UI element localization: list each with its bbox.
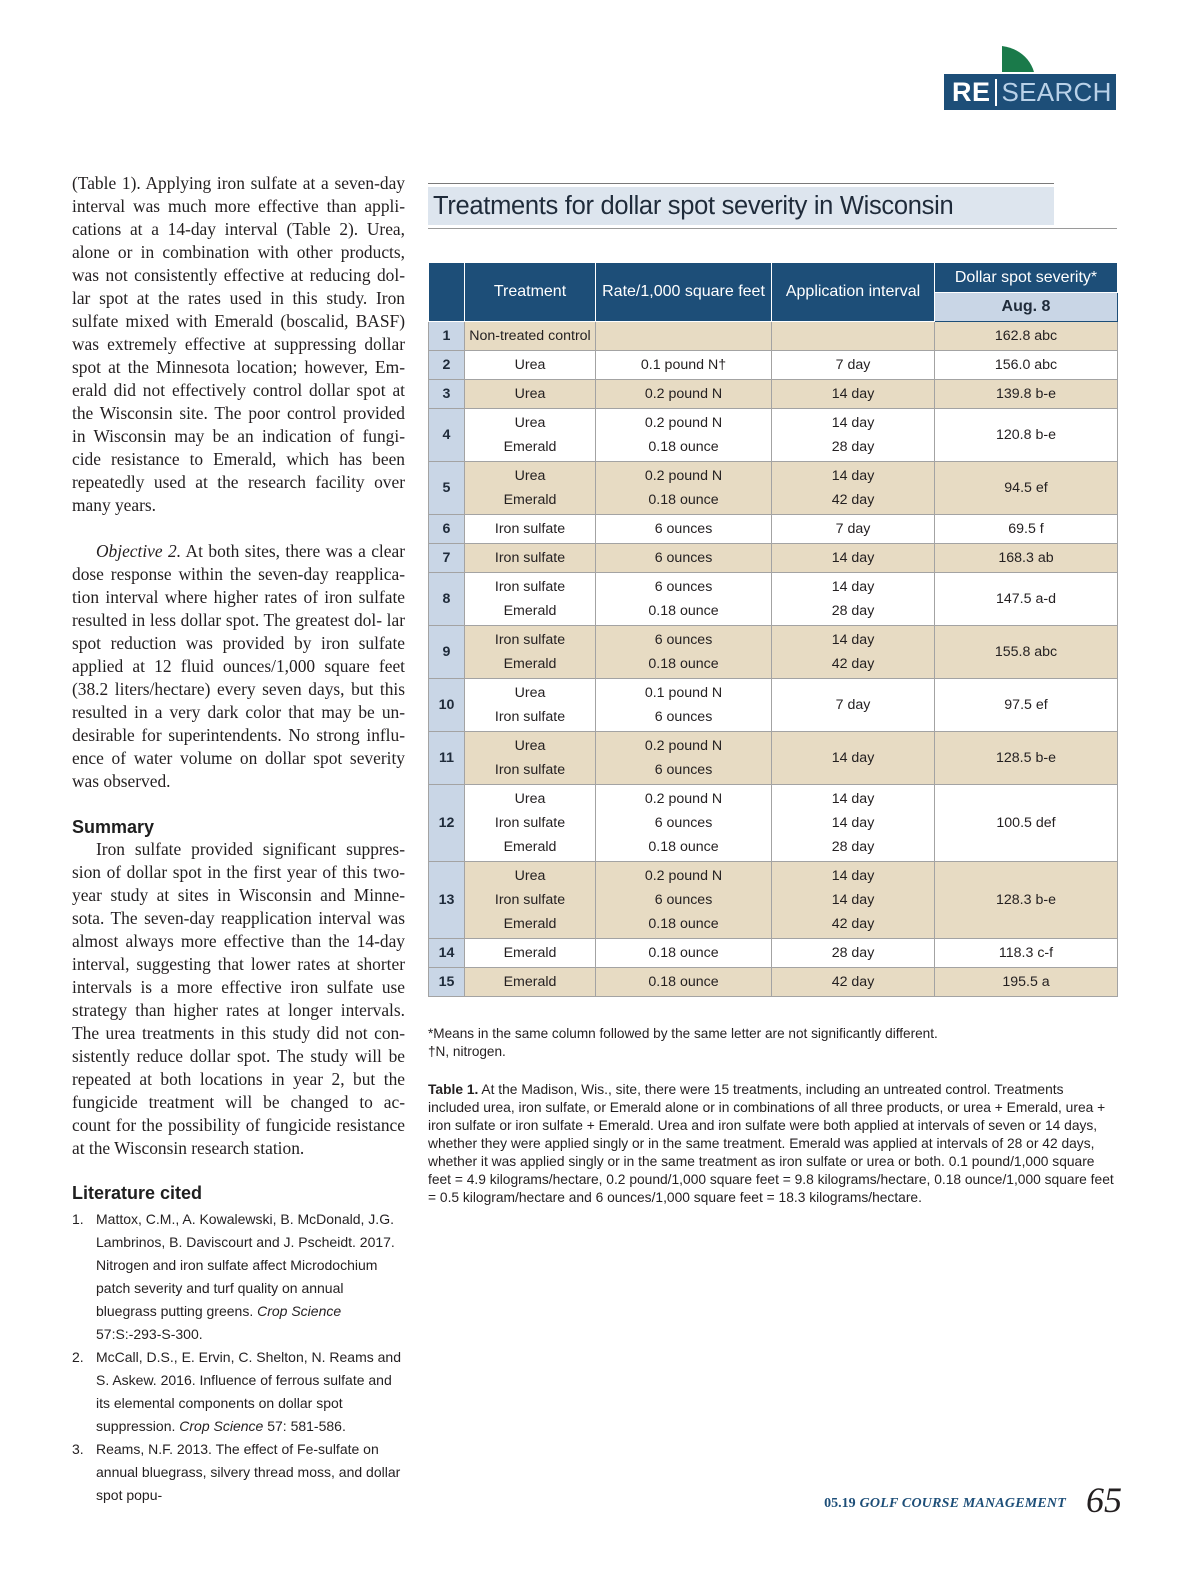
rate-line: 0.18 ounce — [648, 974, 719, 990]
reference-number: 2. — [72, 1349, 84, 1365]
reference-number: 1. — [72, 1211, 84, 1227]
severity-cell: 156.0 abc — [935, 351, 1118, 380]
interval-line: 28 day — [831, 839, 875, 855]
header-treatment: Treatment — [465, 263, 596, 322]
table-title-box — [428, 187, 1054, 225]
row-number: 15 — [429, 968, 465, 997]
reference-text: McCall, D.S., E. Ervin, C. Shelton, N. Reams and S. Askew. 2016. Influence of ferrous sulfate and its elemental components on dollar spot suppression. — [96, 1349, 401, 1434]
treatment-line: Iron sulfate — [494, 815, 566, 831]
treatment-cell — [465, 939, 596, 968]
treatment-cell — [465, 351, 596, 380]
body-line: almost always more effective than the 14-day — [72, 931, 405, 951]
interval-cell — [772, 351, 935, 380]
reference-item — [72, 1346, 405, 1438]
body-line: desirable for superintendents. No strong influ- — [72, 725, 405, 745]
table-row — [429, 544, 1118, 573]
treatment-line: Iron sulfate — [494, 579, 566, 595]
row-number: 12 — [429, 785, 465, 862]
table-row — [429, 939, 1118, 968]
body-line: sion of dollar spot in the first year of this two- — [72, 862, 405, 882]
row-number: 8 — [429, 573, 465, 626]
interval-line: 42 day — [831, 916, 875, 932]
interval-line: 14 day — [831, 632, 875, 648]
body-line: sota. The seven-day reapplication interval was — [72, 908, 405, 928]
treatment-line: Urea — [514, 685, 546, 701]
body-line: repeatedly used at the research facility over — [72, 472, 405, 492]
row-number: 7 — [429, 544, 465, 573]
table-row — [429, 515, 1118, 544]
reference-tail: 57: 581-586. — [263, 1418, 346, 1434]
body-line: resulted in a very dark color that may be un- — [72, 702, 405, 722]
interval-line: 42 day — [831, 492, 875, 508]
treatment-line: Emerald — [503, 945, 557, 961]
rate-cell — [596, 322, 772, 351]
treatment-cell — [465, 544, 596, 573]
body-line: fungicide treatment will be changed to ac- — [72, 1092, 405, 1112]
summary-heading: Summary — [72, 817, 155, 837]
research-logo — [944, 74, 1116, 110]
rate-line: 0.1 pound N — [644, 685, 723, 701]
rate-line: 0.2 pound N — [644, 386, 723, 402]
treatment-line: Urea — [514, 738, 546, 754]
body-line: Iron sulfate provided significant suppres- — [96, 839, 405, 859]
treatments-table — [428, 262, 1118, 997]
interval-cell — [772, 785, 935, 862]
reference-journal: Crop Science — [179, 1418, 264, 1434]
caption-text: At the Madison, Wis., site, there were 15 treatments, including an untreated control. Treatments included urea, iron sulfate, or Emerald alone or in combinations of all three products, or urea + Emerald, urea + iron sulfate or iron sulfate + Emerald. Urea and iron sulfate were both applied at intervals of seven or 14 days, whether they were applied singly or in the same treatment. Emerald was applied at intervals of 28 or 42 days, whether it was applied singly or in the same treatment as iron sulfate or urea or both. 0.1 pound/1,000 square feet = 4.9 kilograms/hectare, 0.2 pound/1,000 square feet = 9.8 kilograms/hectare, 0.18 ounce/1,000 square feet = 0.5 kilogram/hectare and 6 ounces/1,000 square feet = 18.3 kilograms/hectare. — [428, 1082, 1114, 1205]
rate-line — [596, 324, 771, 348]
table-row — [429, 679, 1118, 732]
body-line: sistently reduce dollar spot. The study will be — [72, 1046, 405, 1066]
treatment-cell — [465, 968, 596, 997]
interval-cell — [772, 380, 935, 409]
table-row — [429, 732, 1118, 785]
interval-line: 28 day — [831, 603, 875, 619]
rate-line: 0.18 ounce — [648, 656, 719, 672]
row-number: 11 — [429, 732, 465, 785]
body-line: dose response within the seven-day reapplica- — [72, 564, 405, 584]
severity-cell: 128.5 b-e — [935, 732, 1118, 785]
body-line: year study at sites in Wisconsin and Minne- — [72, 885, 405, 905]
rate-cell — [596, 939, 772, 968]
table-row — [429, 409, 1118, 462]
interval-line: 28 day — [831, 945, 875, 961]
reference-text: Reams, N.F. 2013. The effect of Fe-sulfate on annual bluegrass, silvery thread moss, and dollar spot popu- — [96, 1441, 401, 1503]
treatment-cell — [465, 785, 596, 862]
treatment-line: Urea — [514, 386, 546, 402]
rate-line: 0.2 pound N — [644, 868, 723, 884]
body-line: lar spot reduction was provided by iron sulfate — [72, 610, 405, 653]
literature-list — [72, 1208, 405, 1507]
rate-line: 6 ounces — [654, 709, 713, 725]
table-title: Treatments for dollar spot severity in Wisconsin — [433, 191, 954, 220]
logo-search: SEARCH — [1001, 76, 1112, 107]
header-date: Aug. 8 — [935, 293, 1118, 322]
interval-line: 42 day — [831, 974, 875, 990]
header-interval: Application interval — [772, 263, 935, 322]
logo-divider — [995, 79, 997, 106]
interval-line: 14 day — [831, 415, 875, 431]
research-flag-icon — [1000, 46, 1036, 72]
rate-line: 6 ounces — [654, 632, 713, 648]
severity-cell: 97.5 ef — [935, 679, 1118, 732]
interval-line: 14 day — [831, 892, 875, 908]
interval-cell — [772, 732, 935, 785]
severity-cell: 120.8 b-e — [935, 409, 1118, 462]
rate-cell — [596, 544, 772, 573]
table-row — [429, 968, 1118, 997]
rate-cell — [596, 785, 772, 862]
table-footnotes — [428, 1025, 1117, 1061]
interval-line: 7 day — [835, 357, 871, 373]
table-row — [429, 462, 1118, 515]
body-line: tion interval where higher rates of iron sulfate — [72, 587, 405, 607]
interval-cell — [772, 462, 935, 515]
interval-cell — [772, 544, 935, 573]
interval-line: 14 day — [831, 468, 875, 484]
treatment-cell — [465, 679, 596, 732]
table-row — [429, 785, 1118, 862]
rate-line: 6 ounces — [654, 579, 713, 595]
treatment-line: Emerald — [503, 492, 557, 508]
treatment-line: Iron sulfate — [494, 892, 566, 908]
treatment-cell — [465, 462, 596, 515]
body-line: count for the possibility of fungicide resistance — [72, 1115, 405, 1135]
body-line: (Table 1). Applying iron sulfate at a seven-day — [72, 173, 405, 193]
severity-cell: 155.8 abc — [935, 626, 1118, 679]
interval-line: 14 day — [831, 550, 875, 566]
body-line: at the Wisconsin research station. — [72, 1138, 305, 1158]
interval-line — [772, 324, 934, 348]
interval-cell — [772, 573, 935, 626]
rate-line: 0.18 ounce — [648, 492, 719, 508]
rate-line: 6 ounces — [654, 762, 713, 778]
rate-cell — [596, 573, 772, 626]
treatment-line: Iron sulfate — [494, 521, 566, 537]
table-section — [428, 183, 1117, 1207]
body-text-column — [72, 172, 405, 1507]
treatment-cell — [465, 409, 596, 462]
severity-cell: 168.3 ab — [935, 544, 1118, 573]
treatment-line: Emerald — [503, 974, 557, 990]
interval-line: 14 day — [831, 791, 875, 807]
body-line: intervals is a more effective iron sulfate use — [72, 977, 405, 997]
interval-cell — [772, 515, 935, 544]
severity-cell: 195.5 a — [935, 968, 1118, 997]
caption-label: Table 1. — [428, 1082, 479, 1097]
rate-cell — [596, 862, 772, 939]
reference-item — [72, 1208, 405, 1346]
treatment-cell — [465, 732, 596, 785]
interval-line: 7 day — [835, 697, 871, 713]
rate-line: 0.18 ounce — [648, 603, 719, 619]
treatment-line: Emerald — [503, 603, 557, 619]
body-line: (38.2 liters/hectare) every seven days, but this — [72, 679, 405, 699]
rate-line: 6 ounces — [654, 521, 713, 537]
interval-cell — [772, 939, 935, 968]
severity-cell: 100.5 def — [935, 785, 1118, 862]
rate-line: 0.2 pound N — [644, 468, 723, 484]
table-row — [429, 626, 1118, 679]
row-number: 6 — [429, 515, 465, 544]
header-rate: Rate/1,000 square feet — [596, 263, 772, 322]
header-row-number — [429, 263, 465, 322]
interval-line: 14 day — [831, 868, 875, 884]
issue-date: 05.19 — [824, 1496, 856, 1511]
severity-cell: 139.8 b-e — [935, 380, 1118, 409]
objective-label: Objective 2. — [96, 541, 182, 561]
body-line: was not consistently effective at reducing dol- — [72, 265, 405, 285]
reference-text: Mattox, C.M., A. Kowalewski, B. McDonald, J.G. Lambrinos, B. Daviscourt and J. Pscheidt. 2017. Nitrogen and iron sulfate affect Microdochium patch severity and turf quality on annual bluegrass putting greens. — [96, 1211, 395, 1319]
table-caption — [428, 1081, 1117, 1207]
body-line: The urea treatments in this study did not con- — [72, 1023, 405, 1043]
reference-number: 3. — [72, 1441, 84, 1457]
severity-cell: 94.5 ef — [935, 462, 1118, 515]
interval-line: 14 day — [831, 579, 875, 595]
interval-cell — [772, 409, 935, 462]
interval-cell — [772, 626, 935, 679]
footnote-nitrogen: †N, nitrogen. — [428, 1044, 506, 1059]
severity-cell: 162.8 abc — [935, 322, 1118, 351]
rate-cell — [596, 462, 772, 515]
body-line: was extremely effective at suppressing dollar — [72, 334, 405, 354]
severity-cell: 128.3 b-e — [935, 862, 1118, 939]
interval-cell — [772, 968, 935, 997]
treatment-line: Urea — [514, 868, 546, 884]
footnote-significance: *Means in the same column followed by the same letter are not significantly different. — [428, 1026, 938, 1041]
body-line: spot at the Minnesota location; however, Em- — [72, 357, 405, 377]
body-line: sulfate mixed with Emerald (boscalid, BASF) — [72, 311, 405, 331]
table-row — [429, 351, 1118, 380]
body-line: repeated at both locations in year 2, but the — [72, 1069, 405, 1089]
body-line: in Wisconsin may be an indication of fungi- — [72, 426, 405, 446]
paragraph-summary — [72, 838, 405, 1160]
row-number: 3 — [429, 380, 465, 409]
row-number: 14 — [429, 939, 465, 968]
rate-cell — [596, 515, 772, 544]
body-line: cations at a 14-day interval (Table 2). Urea, — [72, 219, 405, 239]
treatment-line: Iron sulfate — [494, 709, 566, 725]
body-line: the Wisconsin site. The poor control provided — [72, 403, 405, 423]
body-line: strategy than higher rates at longer intervals. — [72, 1000, 405, 1020]
treatment-cell — [465, 573, 596, 626]
row-number: 10 — [429, 679, 465, 732]
magazine-name: GOLF COURSE MANAGEMENT — [859, 1496, 1066, 1511]
literature-heading: Literature cited — [72, 1183, 203, 1203]
body-line: alone or in combination with other products, — [72, 242, 405, 262]
treatment-line: Iron sulfate — [494, 762, 566, 778]
severity-cell: 147.5 a-d — [935, 573, 1118, 626]
objective-first-line: At both sites, there was a clear — [181, 541, 405, 561]
treatment-line: Urea — [514, 468, 546, 484]
body-line: lar spot at the rates used in this study. Iron — [72, 288, 405, 308]
treatment-cell — [465, 322, 596, 351]
treatment-cell — [465, 380, 596, 409]
interval-line: 14 day — [831, 386, 875, 402]
table-row — [429, 322, 1118, 351]
rate-cell — [596, 626, 772, 679]
severity-cell: 69.5 f — [935, 515, 1118, 544]
interval-line: 42 day — [831, 656, 875, 672]
row-number: 5 — [429, 462, 465, 515]
body-line: applied at 12 fluid ounces/1,000 square feet — [72, 656, 405, 676]
logo-re: RE — [952, 76, 991, 107]
treatment-line: Urea — [514, 357, 546, 373]
treatment-line: Emerald — [503, 439, 557, 455]
rate-cell — [596, 679, 772, 732]
page-number: 65 — [1086, 1480, 1122, 1520]
rate-line: 0.1 pound N† — [640, 357, 727, 373]
body-line: ence of water volume on dollar spot severity — [72, 748, 405, 768]
row-number: 13 — [429, 862, 465, 939]
rate-line: 0.18 ounce — [648, 945, 719, 961]
treatment-line: Emerald — [503, 916, 557, 932]
treatment-cell — [465, 626, 596, 679]
treatment-line: Urea — [514, 415, 546, 431]
table-row — [429, 380, 1118, 409]
page-footer — [812, 1482, 1122, 1518]
rate-line: 6 ounces — [654, 892, 713, 908]
title-bottom-rule — [428, 228, 1117, 229]
body-line: resulted in less dollar spot. The greatest dol- — [72, 610, 382, 630]
paragraph-1 — [72, 172, 405, 517]
treatment-line: Iron sulfate — [494, 632, 566, 648]
body-line: erald did not effectively control dollar spot at — [72, 380, 405, 400]
rate-line: 6 ounces — [654, 550, 713, 566]
interval-cell — [772, 862, 935, 939]
body-line: interval was much more effective than appli- — [72, 196, 405, 216]
header-severity: Dollar spot severity* — [935, 263, 1118, 293]
rate-line: 6 ounces — [654, 815, 713, 831]
table-row — [429, 573, 1118, 626]
interval-line: 7 day — [835, 521, 871, 537]
rate-line: 0.2 pound N — [644, 791, 723, 807]
row-number: 2 — [429, 351, 465, 380]
treatment-cell — [465, 862, 596, 939]
treatment-line: Iron sulfate — [494, 550, 566, 566]
row-number: 1 — [429, 322, 465, 351]
treatment-cell — [465, 515, 596, 544]
rate-line: 0.2 pound N — [644, 738, 723, 754]
rate-cell — [596, 351, 772, 380]
body-line: many years. — [72, 495, 157, 515]
reference-item — [72, 1438, 405, 1507]
interval-cell — [772, 322, 935, 351]
rate-cell — [596, 409, 772, 462]
table-row — [429, 862, 1118, 939]
rate-line: 0.2 pound N — [644, 415, 723, 431]
body-line: cide resistance to Emerald, which has been — [72, 449, 405, 469]
interval-line: 14 day — [831, 815, 875, 831]
rate-line: 0.18 ounce — [648, 839, 719, 855]
paragraph-objective-2 — [72, 540, 405, 793]
body-line: was observed. — [72, 771, 171, 791]
rate-line: 0.18 ounce — [648, 916, 719, 932]
rate-cell — [596, 380, 772, 409]
severity-cell: 118.3 c-f — [935, 939, 1118, 968]
rate-line: 0.18 ounce — [648, 439, 719, 455]
row-number: 9 — [429, 626, 465, 679]
treatment-line: Emerald — [503, 656, 557, 672]
treatment-line: Emerald — [503, 839, 557, 855]
treatment-line: Urea — [514, 791, 546, 807]
interval-cell — [772, 679, 935, 732]
row-number: 4 — [429, 409, 465, 462]
rate-cell — [596, 732, 772, 785]
body-line: interval, suggesting that lower rates at shorter — [72, 954, 405, 974]
rate-cell — [596, 968, 772, 997]
interval-line: 28 day — [831, 439, 875, 455]
reference-tail: 57:S:-293-S-300. — [96, 1326, 203, 1342]
interval-line: 14 day — [831, 750, 875, 766]
reference-journal: Crop Science — [257, 1303, 342, 1319]
treatment-line: Non-treated control — [469, 328, 591, 344]
